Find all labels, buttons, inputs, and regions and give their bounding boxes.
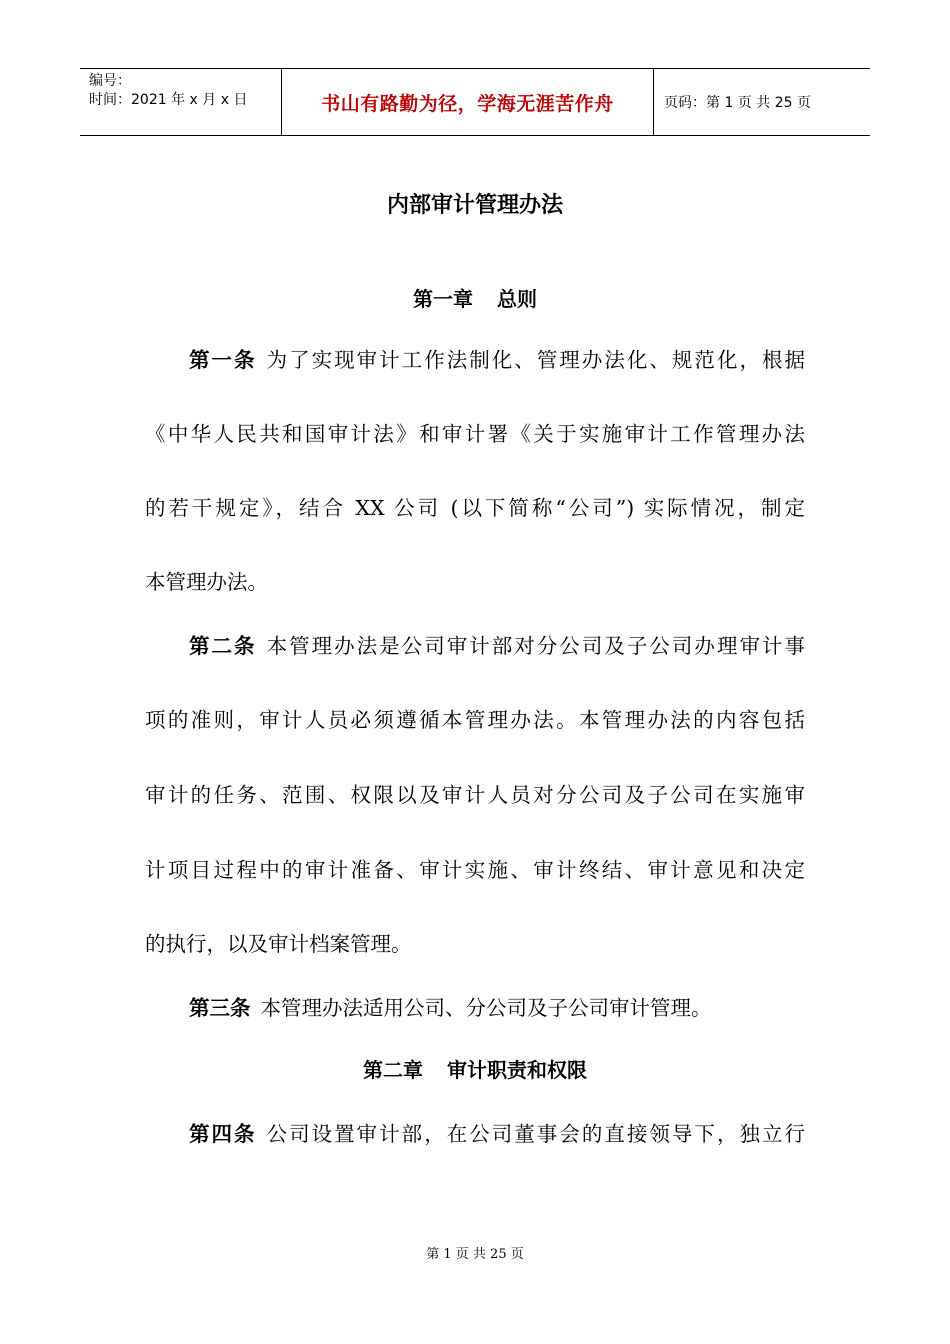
article-1-line-1: [189, 345, 805, 375]
article-1-line-2: 《中华人民共和国审计法》和审计署《关于实施审计工作管理办法: [145, 422, 805, 446]
document-title: 内部审计管理办法: [386, 193, 563, 218]
chapter-heading-2: [0, 1055, 950, 1085]
article-2-line-4: 计项目过程中的审计准备、审计实施、审计终结、审计意见和决定: [145, 858, 805, 882]
header-meta: [80, 69, 281, 135]
article-2-line-1: [189, 631, 805, 661]
page-footer: 第 1 页 共 25 页: [426, 1247, 524, 1262]
chapter-number: 第二章: [363, 1058, 423, 1082]
article-1-line-3: 的若干规定》，结合 XX 公司 (以下简称“公司”) 实际情况，制定: [145, 496, 805, 520]
chapter-name: 总则: [497, 287, 537, 311]
header-motto: 书山有路勤为径，学海无涯苦作舟: [281, 69, 654, 135]
article-label: 第四条: [189, 1122, 257, 1146]
article-2-line-3: 审计的任务、范围、权限以及审计人员对分公司及子公司在实施审: [145, 783, 805, 807]
article-text: 本管理办法适用公司、分公司及子公司审计管理。: [260, 996, 712, 1020]
article-text: 本管理办法是公司审计部对分公司及子公司办理审计事: [266, 634, 806, 658]
article-3-line-1: [189, 993, 805, 1023]
article-2-line-2: 项的准则，审计人员必须遵循本管理办法。本管理办法的内容包括: [145, 708, 805, 732]
chapter-name: 审计职责和权限: [447, 1058, 587, 1082]
article-text: 为了实现审计工作法制化、管理办法化、规范化，根据: [266, 348, 806, 372]
page-header: [80, 68, 870, 136]
header-number-label: 编号：: [89, 73, 131, 89]
article-4-line-1: [189, 1119, 805, 1149]
article-label: 第一条: [189, 348, 257, 372]
article-text: 公司设置审计部，在公司董事会的直接领导下，独立行: [266, 1122, 806, 1146]
chapter-heading-1: [0, 284, 950, 314]
article-2-line-5: 的执行，以及审计档案管理。: [145, 932, 412, 956]
header-time-label: 时间：2021 年 x 月 x 日: [89, 92, 248, 108]
article-1-line-4: 本管理办法。: [145, 570, 268, 594]
header-page-info: 页码：第 1 页 共 25 页: [664, 95, 811, 111]
article-label: 第三条: [189, 996, 251, 1020]
chapter-number: 第一章: [413, 287, 473, 311]
article-label: 第二条: [189, 634, 257, 658]
